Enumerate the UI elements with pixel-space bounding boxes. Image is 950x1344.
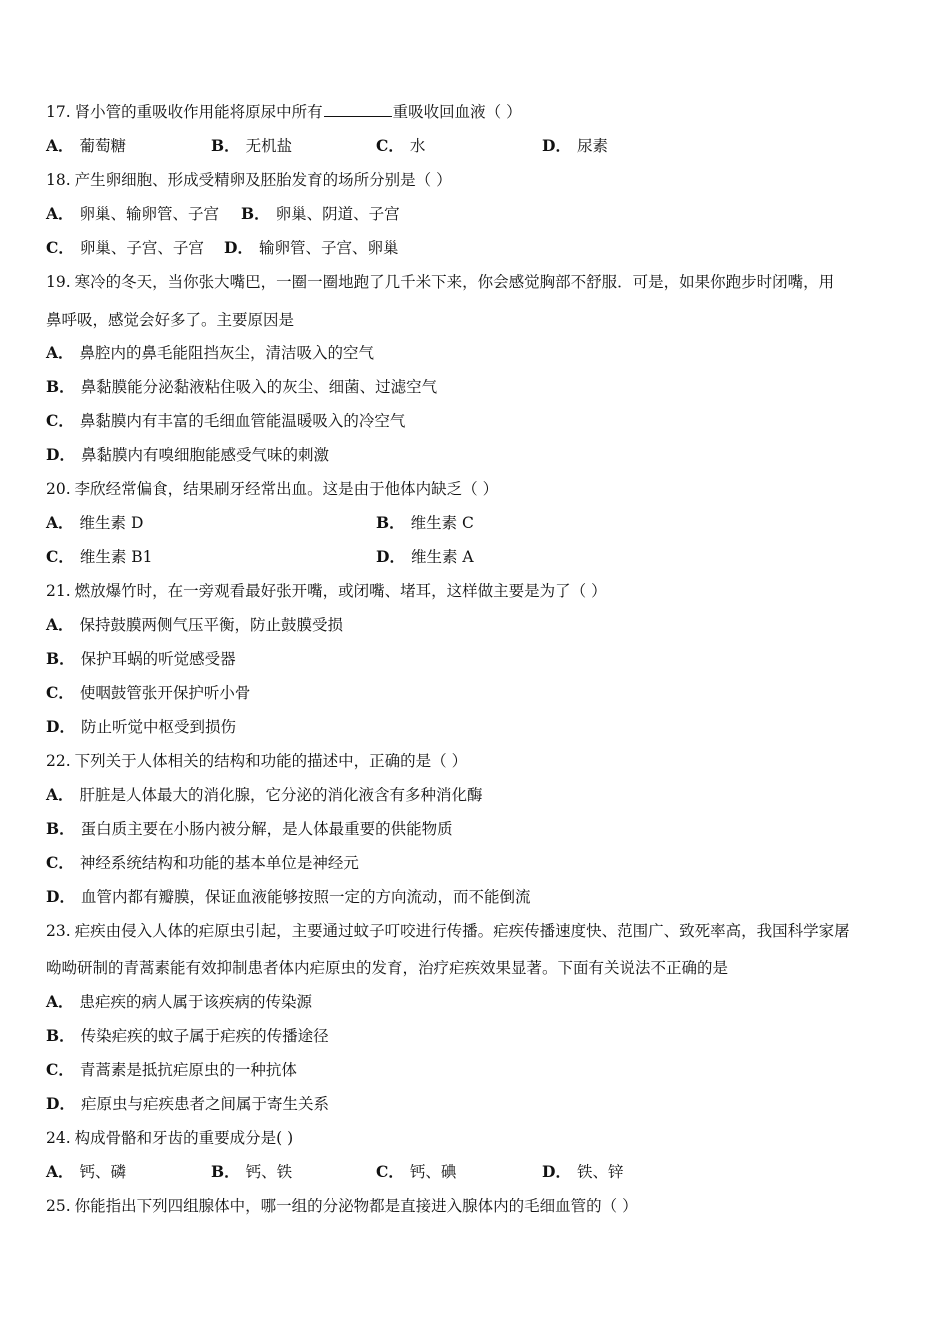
option-label: B． — [46, 377, 75, 396]
question-23-stem-line-2 — [46, 957, 916, 979]
option-text: 神经系统结构和功能的基本单位是神经元 — [79, 854, 359, 872]
option-a — [46, 135, 126, 157]
question-23-stem-line-1 — [46, 920, 916, 942]
option-label: C． — [46, 238, 74, 257]
option-b — [211, 1161, 292, 1183]
option-text: 维生素 C — [410, 514, 474, 532]
option-text: 传染疟疾的蚊子属于疟疾的传播途径 — [80, 1027, 329, 1045]
option-label: B． — [211, 1162, 240, 1181]
option-text: 鼻黏膜内有丰富的毛细血管能温暖吸入的冷空气 — [79, 412, 406, 430]
option-text: 维生素 A — [410, 548, 474, 566]
option-text: 钙、铁 — [245, 1163, 293, 1181]
fill-blank — [324, 102, 392, 117]
question-17-stem — [46, 101, 916, 123]
option-label: C． — [376, 136, 404, 155]
question-19-option-c — [46, 410, 916, 432]
question-25-stem — [46, 1195, 916, 1217]
question-text: 李欣经常偏食，结果刷牙经常出血。这是由于他体内缺乏（ ） — [74, 480, 499, 498]
option-b — [211, 135, 292, 157]
question-number: 20. — [46, 480, 71, 498]
question-22-stem — [46, 750, 916, 772]
question-22-option-d — [46, 886, 916, 908]
question-23-option-b — [46, 1025, 916, 1047]
question-22-option-b — [46, 818, 916, 840]
option-label: D． — [46, 887, 75, 906]
option-text: 水 — [409, 137, 426, 155]
question-22-option-a — [46, 784, 916, 806]
option-text: 鼻黏膜能分泌黏液粘住吸入的灰尘、细菌、过滤空气 — [80, 378, 438, 396]
option-label: D． — [376, 547, 405, 566]
option-label: C． — [46, 1060, 74, 1079]
option-text: 保护耳蜗的听觉感受器 — [80, 650, 236, 668]
option-text: 肝脏是人体最大的消化腺，它分泌的消化液含有多种消化酶 — [79, 786, 483, 804]
option-label: C． — [46, 683, 74, 702]
option-d — [224, 237, 398, 259]
question-23-option-c — [46, 1059, 916, 1081]
question-text: 燃放爆竹时，在一旁观看最好张开嘴，或闭嘴、堵耳，这样做主要是为了（ ） — [74, 582, 607, 600]
option-label: C． — [46, 411, 74, 430]
option-text: 卵巢、子宫、子宫 — [79, 239, 204, 257]
option-label: A． — [46, 204, 74, 223]
option-label: B． — [211, 136, 240, 155]
option-label: A． — [46, 1162, 74, 1181]
option-text: 患疟疾的病人属于该疾病的传染源 — [79, 993, 313, 1011]
option-text: 卵巢、阴道、子宫 — [275, 205, 400, 223]
option-label: D． — [46, 717, 75, 736]
option-label: B． — [241, 204, 270, 223]
option-b — [241, 203, 400, 225]
option-text: 葡萄糖 — [79, 137, 127, 155]
question-text: 寒冷的冬天，当你张大嘴巴，一圈一圈地跑了几千米下来，你会感觉胸部不舒服．可是，如果你跑步时闭嘴，用 — [74, 273, 835, 291]
option-text: 钙、磷 — [79, 1163, 127, 1181]
question-18-stem — [46, 169, 916, 191]
question-23-option-a — [46, 991, 916, 1013]
question-text: 构成骨骼和牙齿的重要成分是( ) — [74, 1129, 294, 1147]
question-22-option-c — [46, 852, 916, 874]
option-text: 鼻腔内的鼻毛能阻挡灰尘，清洁吸入的空气 — [79, 344, 375, 362]
question-21-option-b — [46, 648, 916, 670]
question-24-stem — [46, 1127, 916, 1149]
question-21-stem — [46, 580, 916, 602]
question-text: 产生卵细胞、形成受精卵及胚胎发育的场所分别是（ ） — [74, 171, 452, 189]
question-number: 24. — [46, 1129, 71, 1147]
option-text: 蛋白质主要在小肠内被分解，是人体最重要的供能物质 — [80, 820, 453, 838]
option-label: A． — [46, 992, 74, 1011]
question-text: 下列关于人体相关的结构和功能的描述中，正确的是（ ） — [74, 752, 468, 770]
question-19-option-b — [46, 376, 916, 398]
option-a — [46, 512, 143, 534]
option-text: 尿素 — [576, 137, 608, 155]
question-19-option-a — [46, 342, 916, 364]
option-text: 维生素 D — [79, 514, 144, 532]
option-text: 维生素 B1 — [79, 548, 153, 566]
option-label: B． — [46, 819, 75, 838]
option-label: A． — [46, 513, 74, 532]
question-21-option-c — [46, 682, 916, 704]
option-d — [542, 135, 608, 157]
question-19-option-d — [46, 444, 916, 466]
question-text: 鼻呼吸，感觉会好多了。主要原因是 — [46, 311, 295, 329]
option-label: B． — [46, 649, 75, 668]
question-19-stem-line-1 — [46, 271, 916, 293]
option-label: D． — [46, 1094, 75, 1113]
question-number: 18. — [46, 171, 71, 189]
question-23-option-d — [46, 1093, 916, 1115]
option-text: 鼻黏膜内有嗅细胞能感受气味的刺激 — [80, 446, 329, 464]
option-label: C． — [46, 853, 74, 872]
option-b — [376, 512, 474, 534]
option-a — [46, 1161, 126, 1183]
option-text: 保持鼓膜两侧气压平衡，防止鼓膜受损 — [79, 616, 344, 634]
option-d — [542, 1161, 623, 1183]
question-number: 19. — [46, 273, 71, 291]
question-text: 疟疾由侵入人体的疟原虫引起，主要通过蚊子叮咬进行传播。疟疾传播速度快、范围广、致死率高，我国科学家屠 — [74, 922, 850, 940]
question-number: 22. — [46, 752, 71, 770]
question-text: 重吸收回血液（ ） — [392, 103, 522, 121]
option-label: C． — [376, 1162, 404, 1181]
question-20-stem — [46, 478, 916, 500]
question-number: 17. — [46, 103, 71, 121]
option-text: 输卵管、子宫、卵巢 — [258, 239, 399, 257]
option-c — [46, 237, 204, 259]
question-text: 你能指出下列四组腺体中，哪一组的分泌物都是直接进入腺体内的毛细血管的（ ） — [74, 1197, 638, 1215]
option-label: D． — [46, 445, 75, 464]
question-21-option-d — [46, 716, 916, 738]
option-label: B． — [376, 513, 405, 532]
option-d — [376, 546, 474, 568]
option-label: D． — [224, 238, 253, 257]
option-label: B． — [46, 1026, 75, 1045]
option-text: 卵巢、输卵管、子宫 — [79, 205, 220, 223]
option-text: 血管内都有瓣膜，保证血液能够按照一定的方向流动，而不能倒流 — [80, 888, 531, 906]
option-text: 铁、锌 — [576, 1163, 624, 1181]
option-label: A． — [46, 785, 74, 804]
question-number: 25. — [46, 1197, 71, 1215]
option-c — [376, 1161, 456, 1183]
option-text: 使咽鼓管张开保护听小骨 — [79, 684, 251, 702]
question-21-option-a — [46, 614, 916, 636]
option-text: 防止听觉中枢受到损伤 — [80, 718, 236, 736]
question-19-stem-line-2 — [46, 309, 916, 331]
question-number: 23. — [46, 922, 71, 940]
option-text: 青蒿素是抵抗疟原虫的一种抗体 — [79, 1061, 297, 1079]
option-label: D． — [542, 1162, 571, 1181]
option-label: C． — [46, 547, 74, 566]
option-label: D． — [542, 136, 571, 155]
option-text: 无机盐 — [245, 137, 293, 155]
option-c — [46, 546, 153, 568]
option-text: 疟原虫与疟疾患者之间属于寄生关系 — [80, 1095, 329, 1113]
option-a — [46, 203, 219, 225]
question-text: 肾小管的重吸收作用能将原尿中所有 — [74, 103, 323, 121]
option-c — [376, 135, 425, 157]
question-text: 呦呦研制的青蒿素能有效抑制患者体内疟原虫的发育，治疗疟疾效果显著。下面有关说法不正确的是 — [46, 959, 729, 977]
option-label: A． — [46, 343, 74, 362]
option-text: 钙、碘 — [409, 1163, 457, 1181]
option-label: A． — [46, 136, 74, 155]
question-number: 21. — [46, 582, 71, 600]
option-label: A． — [46, 615, 74, 634]
